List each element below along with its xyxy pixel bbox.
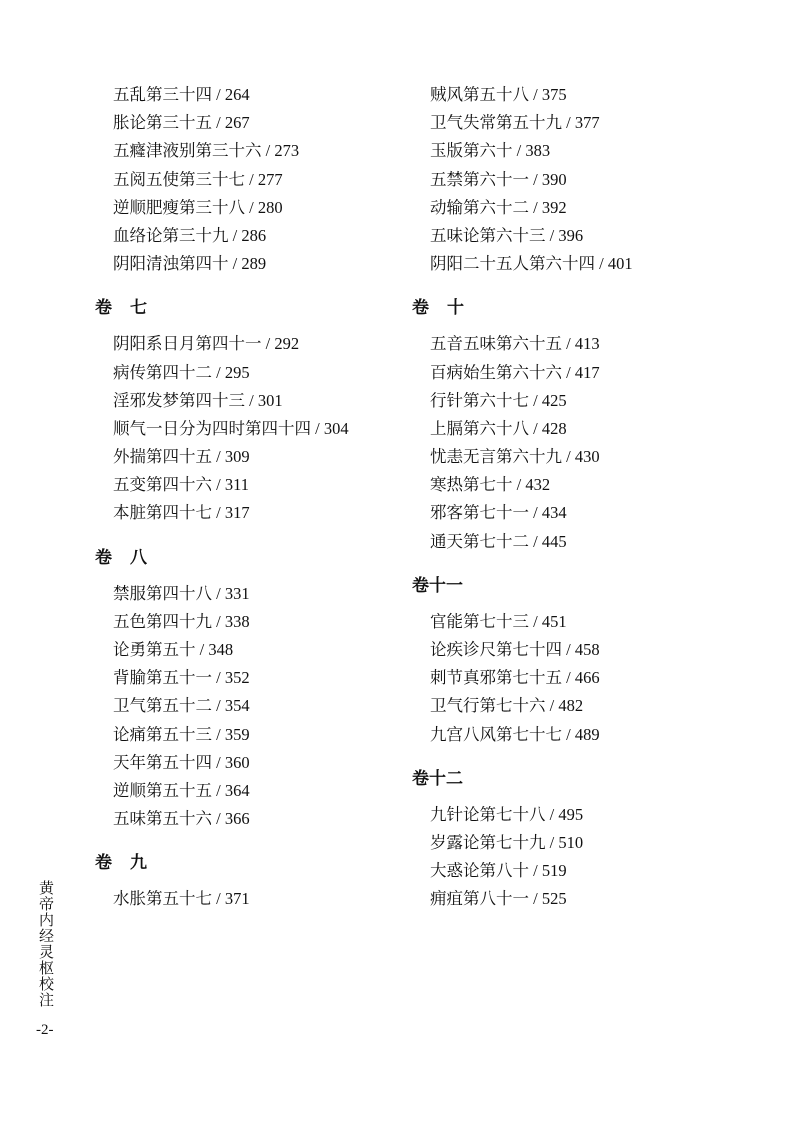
- page-ref: 510: [558, 832, 584, 852]
- chapter-title: 玉版第六十: [430, 141, 513, 161]
- page-ref: 277: [257, 169, 283, 189]
- toc-right-column: [412, 81, 742, 914]
- page-ref: 458: [574, 640, 600, 659]
- toc-entry[interactable]: [412, 222, 742, 250]
- separator-slash: /: [212, 752, 225, 772]
- toc-entry[interactable]: [95, 415, 395, 443]
- toc-entry[interactable]: [95, 664, 395, 692]
- toc-entry[interactable]: [95, 636, 395, 664]
- separator-slash: /: [529, 503, 542, 523]
- chapter-title: 逆顺肥瘦第三十八: [113, 197, 245, 217]
- toc-entry-group: [412, 81, 742, 278]
- page-ref: 482: [558, 696, 584, 716]
- page-ref: 366: [224, 809, 250, 829]
- toc-entry[interactable]: [95, 692, 395, 720]
- chapter-title: 上膈第六十八: [430, 418, 529, 438]
- chapter-title: 阴阳二十五人第六十四: [430, 254, 595, 274]
- separator-slash: /: [212, 362, 225, 382]
- toc-entry[interactable]: [95, 749, 395, 777]
- chapter-title: 寒热第七十: [430, 475, 513, 495]
- chapter-title: 淫邪发梦第四十三: [113, 390, 245, 410]
- toc-entry[interactable]: [95, 387, 395, 415]
- separator-slash: /: [529, 197, 542, 217]
- page-ref: 392: [541, 197, 567, 217]
- separator-slash: /: [512, 141, 526, 161]
- volume-heading: 卷十一: [412, 575, 463, 596]
- chapter-title: 邪客第七十一: [430, 503, 529, 523]
- toc-entry[interactable]: [412, 166, 742, 194]
- chapter-title: 五味第五十六: [113, 809, 212, 829]
- toc-entry[interactable]: [412, 81, 742, 109]
- separator-slash: /: [545, 804, 559, 824]
- toc-entry[interactable]: [95, 777, 395, 805]
- toc-entry[interactable]: [412, 608, 742, 636]
- chapter-title: 病传第四十二: [113, 362, 212, 382]
- chapter-title: 论勇第五十: [113, 640, 196, 659]
- page-ref: 354: [224, 696, 250, 716]
- toc-entry[interactable]: [412, 250, 742, 278]
- page-ref: 301: [257, 390, 283, 410]
- chapter-title: 天年第五十四: [113, 752, 212, 772]
- chapter-title: 卫气失常第五十九: [430, 113, 562, 133]
- chapter-title: 动输第六十二: [430, 197, 529, 217]
- page-ref: 360: [224, 752, 250, 772]
- separator-slash: /: [261, 334, 275, 354]
- page-ref: 432: [525, 475, 551, 495]
- separator-slash: /: [529, 889, 542, 909]
- separator-slash: /: [212, 668, 225, 688]
- chapter-title: 通天第七十二: [430, 531, 529, 551]
- separator-slash: /: [529, 85, 542, 104]
- separator-slash: /: [212, 447, 225, 467]
- chapter-title: 岁露论第七十九: [430, 832, 546, 852]
- toc-entry[interactable]: [412, 359, 742, 387]
- toc-entry[interactable]: [95, 885, 395, 913]
- chapter-title: 胀论第三十五: [113, 113, 212, 133]
- toc-entry[interactable]: [95, 330, 395, 358]
- toc-entry[interactable]: [95, 81, 395, 109]
- toc-entry[interactable]: [412, 443, 742, 471]
- chapter-title: 背腧第五十一: [113, 668, 212, 688]
- page-ref: 309: [224, 447, 250, 467]
- chapter-title: 逆顺第五十五: [113, 780, 212, 800]
- page-ref: 417: [574, 362, 600, 382]
- page-ref: 295: [224, 362, 250, 382]
- chapter-title: 五癃津液别第三十六: [113, 141, 262, 161]
- separator-slash: /: [212, 85, 225, 104]
- separator-slash: /: [228, 225, 242, 245]
- chapter-title: 水胀第五十七: [113, 889, 212, 909]
- page-ref: 338: [224, 611, 250, 631]
- separator-slash: /: [212, 611, 225, 631]
- page-ref: 359: [224, 724, 250, 744]
- toc-entry[interactable]: [412, 829, 742, 857]
- separator-slash: /: [562, 724, 575, 744]
- chapter-title: 五味论第六十三: [430, 225, 546, 245]
- toc-entry-group: [95, 81, 395, 278]
- chapter-title: 本脏第四十七: [113, 503, 212, 523]
- separator-slash: /: [311, 418, 324, 438]
- toc-entry[interactable]: [412, 137, 742, 165]
- chapter-title: 外揣第四十五: [113, 447, 212, 467]
- page-ref: 425: [541, 390, 567, 410]
- page-ref: 280: [257, 197, 283, 217]
- volume-heading: 卷十二: [412, 768, 463, 789]
- separator-slash: /: [245, 197, 258, 217]
- toc-entry[interactable]: [412, 471, 742, 499]
- toc-entry[interactable]: [412, 499, 742, 527]
- separator-slash: /: [212, 889, 225, 909]
- page-ref: 348: [208, 640, 234, 659]
- page-ref: 434: [541, 503, 567, 523]
- page-ref: 286: [241, 225, 267, 245]
- page-ref: 264: [224, 85, 250, 104]
- toc-entry[interactable]: [95, 805, 395, 833]
- page-ref: 311: [224, 475, 249, 495]
- volume-heading: 卷九: [95, 853, 165, 874]
- chapter-title: 贼风第五十八: [430, 85, 529, 104]
- chapter-title: 阴阳系日月第四十一: [113, 334, 262, 354]
- separator-slash: /: [545, 832, 559, 852]
- page-ref: 371: [224, 889, 250, 909]
- separator-slash: /: [545, 225, 559, 245]
- separator-slash: /: [562, 334, 575, 354]
- chapter-title: 五色第四十九: [113, 611, 212, 631]
- chapter-title: 论疾诊尺第七十四: [430, 640, 562, 659]
- page-ref: 396: [558, 225, 584, 245]
- volume-heading: 卷八: [95, 547, 165, 568]
- separator-slash: /: [562, 362, 575, 382]
- toc-entry[interactable]: [95, 109, 395, 137]
- toc-entry[interactable]: [412, 801, 742, 829]
- separator-slash: /: [595, 254, 608, 274]
- page-ref: 495: [558, 804, 584, 824]
- separator-slash: /: [261, 141, 275, 161]
- chapter-title: 行针第六十七: [430, 390, 529, 410]
- toc-entry[interactable]: [412, 692, 742, 720]
- separator-slash: /: [545, 696, 559, 716]
- separator-slash: /: [529, 418, 542, 438]
- toc-entry[interactable]: [412, 330, 742, 358]
- separator-slash: /: [512, 475, 526, 495]
- running-book-title: 黄帝内经灵枢校注: [37, 880, 55, 1008]
- page-ref: 445: [541, 531, 567, 551]
- page-ref: 317: [224, 503, 250, 523]
- toc-entry[interactable]: [412, 109, 742, 137]
- toc-entry[interactable]: [412, 857, 742, 885]
- toc-entry[interactable]: [412, 387, 742, 415]
- toc-entry[interactable]: [412, 664, 742, 692]
- toc-entry[interactable]: [95, 137, 395, 165]
- chapter-title: 刺节真邪第七十五: [430, 668, 562, 688]
- page-ref: 383: [525, 141, 551, 161]
- volume-heading: 卷七: [95, 298, 165, 319]
- separator-slash: /: [562, 447, 575, 467]
- volume-heading: 卷十: [412, 298, 482, 319]
- separator-slash: /: [562, 640, 575, 659]
- chapter-title: 顺气一日分为四时第四十四: [113, 418, 311, 438]
- chapter-title: 九宫八风第七十七: [430, 724, 562, 744]
- page-ref: 375: [541, 85, 567, 104]
- page-ref: 466: [574, 668, 600, 688]
- page-ref: 331: [224, 583, 250, 603]
- toc-entry[interactable]: [95, 222, 395, 250]
- page-number: -2-: [36, 1022, 54, 1038]
- toc-entry[interactable]: [95, 443, 395, 471]
- page-ref: 267: [224, 113, 250, 133]
- page-ref: 401: [607, 254, 633, 274]
- separator-slash: /: [195, 640, 209, 659]
- toc-entry[interactable]: [412, 721, 742, 749]
- chapter-title: 五音五味第六十五: [430, 334, 562, 354]
- page-ref: 273: [274, 141, 300, 161]
- separator-slash: /: [529, 611, 542, 631]
- toc-left-column: [95, 81, 395, 914]
- toc-entry[interactable]: [412, 415, 742, 443]
- separator-slash: /: [212, 475, 225, 495]
- separator-slash: /: [529, 390, 542, 410]
- chapter-title: 血络论第三十九: [113, 225, 229, 245]
- page-ref: 304: [323, 418, 349, 438]
- toc-entry[interactable]: [95, 499, 395, 527]
- chapter-title: 五禁第六十一: [430, 169, 529, 189]
- chapter-title: 论痛第五十三: [113, 724, 212, 744]
- toc-entry[interactable]: [95, 194, 395, 222]
- chapter-title: 官能第七十三: [430, 611, 529, 631]
- separator-slash: /: [245, 169, 258, 189]
- page-ref: 289: [241, 254, 267, 274]
- page-ref: 364: [224, 780, 250, 800]
- page-ref: 292: [274, 334, 300, 354]
- toc-entry[interactable]: [95, 471, 395, 499]
- toc-entry[interactable]: [95, 580, 395, 608]
- chapter-title: 忧恚无言第六十九: [430, 447, 562, 467]
- separator-slash: /: [562, 113, 575, 133]
- page-ref: 413: [574, 334, 600, 354]
- separator-slash: /: [245, 390, 258, 410]
- toc-entry[interactable]: [412, 636, 742, 664]
- chapter-title: 痈疽第八十一: [430, 889, 529, 909]
- chapter-title: 五阅五使第三十七: [113, 169, 245, 189]
- separator-slash: /: [529, 861, 542, 881]
- page-ref: 428: [541, 418, 567, 438]
- separator-slash: /: [212, 809, 225, 829]
- page-ref: 430: [574, 447, 600, 467]
- separator-slash: /: [212, 113, 225, 133]
- chapter-title: 阴阳清浊第四十: [113, 254, 229, 274]
- chapter-title: 禁服第四十八: [113, 583, 212, 603]
- toc-entry[interactable]: [95, 359, 395, 387]
- separator-slash: /: [212, 583, 225, 603]
- page-ref: 451: [541, 611, 567, 631]
- toc-entry[interactable]: [412, 885, 742, 913]
- toc-entry[interactable]: [95, 608, 395, 636]
- toc-entry[interactable]: [412, 528, 742, 556]
- chapter-title: 九针论第七十八: [430, 804, 546, 824]
- page-ref: 519: [541, 861, 567, 881]
- page-ref: 352: [224, 668, 250, 688]
- toc-entry[interactable]: [95, 250, 395, 278]
- separator-slash: /: [212, 503, 225, 523]
- page-ref: 525: [541, 889, 567, 909]
- page-ref: 377: [574, 113, 600, 133]
- separator-slash: /: [212, 724, 225, 744]
- separator-slash: /: [228, 254, 242, 274]
- chapter-title: 卫气第五十二: [113, 696, 212, 716]
- chapter-title: 五乱第三十四: [113, 85, 212, 104]
- page-ref: 489: [574, 724, 600, 744]
- chapter-title: 卫气行第七十六: [430, 696, 546, 716]
- chapter-title: 大惑论第八十: [430, 861, 529, 881]
- chapter-title: 五变第四十六: [113, 475, 212, 495]
- separator-slash: /: [212, 780, 225, 800]
- separator-slash: /: [562, 668, 575, 688]
- page-ref: 390: [541, 169, 567, 189]
- toc-entry[interactable]: [412, 194, 742, 222]
- separator-slash: /: [212, 696, 225, 716]
- separator-slash: /: [529, 531, 542, 551]
- toc-entry[interactable]: [95, 166, 395, 194]
- separator-slash: /: [529, 169, 542, 189]
- toc-entry[interactable]: [95, 721, 395, 749]
- chapter-title: 百病始生第六十六: [430, 362, 562, 382]
